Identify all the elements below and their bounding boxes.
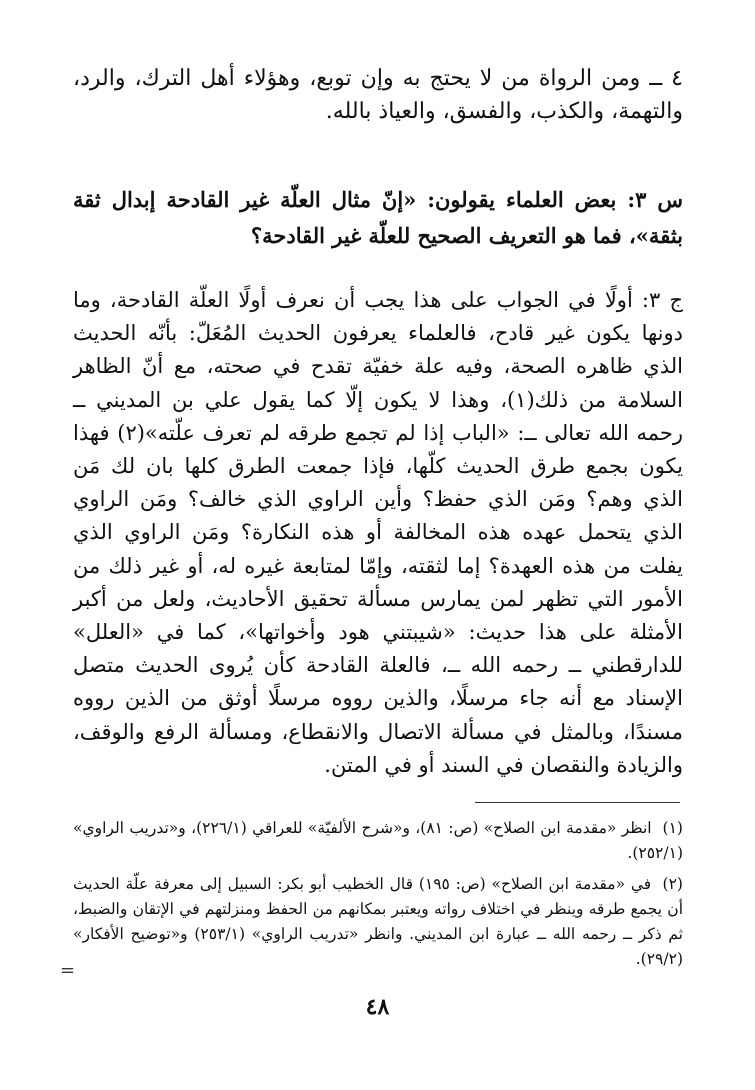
page-number: ٤٨ [365, 994, 390, 1020]
continuation-mark: = [60, 960, 76, 981]
answer-3: ج ٣: أولًا في الجواب على هذا يجب أن نعرف أولًا العلّة القادحة، وما دونها يكون غير قادح، فالعلماء يعرفون الحديث المُعَلّ: بأنّه الحديث الذي ظاهره الصحة، وفيه علة خفيّة تقدح في صحته، مع أنّ الظاهر السلامة من ذلك(١)، وهذا لا يكون إلّا كما يقول علي بن المديني ــ رحمه الله تعالى ــ: «الباب إذا لم تجمع طرقه لم تعرف علّته»(٢) فهذا يكون بجمع طرق الحديث كلّها، فإذا جمعت الطرق كلها بان لك مَن الذي وهم؟ ومَن الذي حفظ؟ وأين الراوي الذي خالف؟ ومَن الراوي الذي يتحمل عهده هذه المخالفة أو هذه النكارة؟ ومَن الراوي الذي يفلت من هذه العهدة؟ إما لثقته، وإمّا لمتابعة غيره له، أو غير ذلك من الأمور التي تظهر لمن يمارس مسألة تحقيق الأحاديث، ولعل من أكبر الأمثلة على هذا حديث: «شيبتني هود وأخواتها»، كما في «العلل» للدارقطني ــ رحمه الله ــ، فالعلة القادحة كأن يُروى الحديث متصل الإسناد مع أنه جاء مرسلًا، والذين رووه مرسلًا أوثق من الذين رووه مسندًا، وبالمثل في مسألة الاتصال والانقطاع، ومسألة الرفع والوقف، والزيادة والنقصان في السند أو في المتن. [73, 288, 683, 777]
footnote-1 [73, 816, 683, 866]
footnote-2 [73, 872, 683, 972]
footnote-1-text: انظر «مقدمة ابن الصلاح» (ص: ٨١)، و«شرح الألفيّة» للعراقي (٢٢٦/١)، و«تدريب الراوي» (٢٥٢/١). [73, 819, 683, 862]
footnote-1-number: (١) [662, 819, 683, 837]
question-3: س ٣: بعض العلماء يقولون: «إنّ مثال العلّة غير القادحة إبدال ثقة بثقة»، فما هو التعريف الصحيح للعلّة غير القادحة؟ [73, 187, 683, 248]
footnote-divider [475, 802, 680, 803]
footnote-2-text: في «مقدمة ابن الصلاح» (ص: ١٩٥) قال الخطيب أبو بكر: السبيل إلى معرفة علّة الحديث أن يجمع طرقه وينظر في اختلاف رواته ويعتبر بمكانهم من الحفظ ومنزلتهم في الإتقان والضبط، ثم ذكر ــ رحمه الله ــ عبارة ابن المديني. وانظر «تدريب الراوي» (٢٥٣/١) و«توضيح الأفكار» (٢٩/٢). [73, 875, 683, 968]
footnote-2-number: (٢) [662, 875, 683, 893]
paragraph-4: ٤ ــ ومن الرواة من لا يحتج به وإن توبع، وهؤلاء أهل الترك، والرد، والتهمة، والكذب، والفسق، والعياذ بالله. [73, 66, 683, 124]
